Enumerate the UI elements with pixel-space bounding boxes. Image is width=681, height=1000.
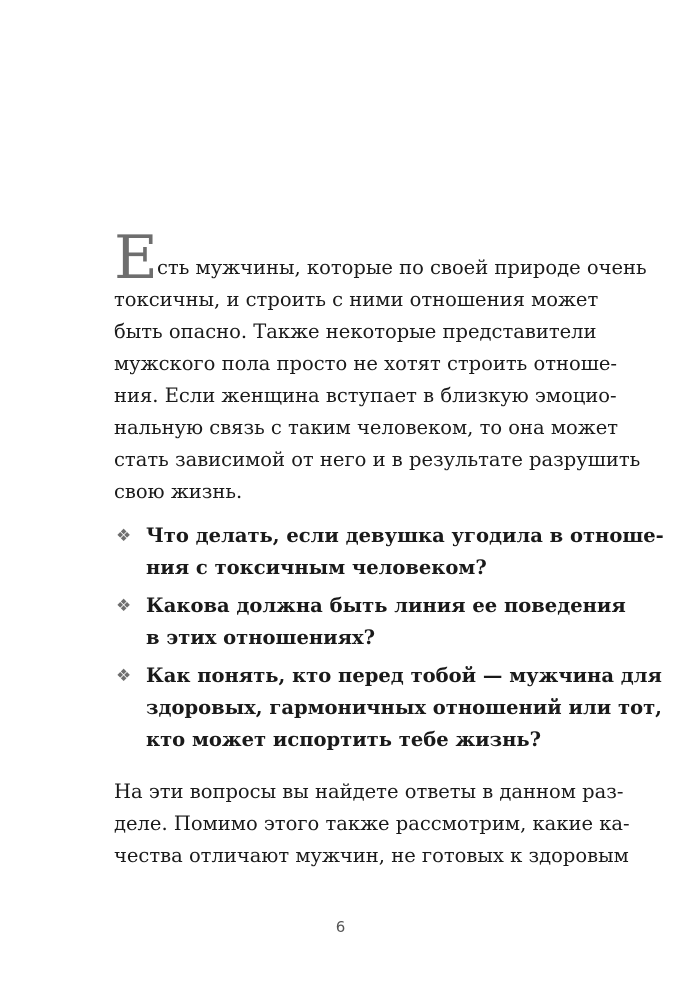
diamond-bullet-icon: ❖ [116, 526, 132, 546]
question-text: здоровых, гармоничных отношений или тот, [146, 696, 662, 719]
question-text: Что делать, если девушка угодила в отноше- [146, 524, 664, 547]
diamond-bullet-icon: ❖ [116, 596, 132, 616]
intro-line-4: мужского пола просто не хотят строить отноше- [114, 352, 618, 375]
intro-line-1: сть мужчины, которые по своей природе очень [157, 256, 647, 279]
intro-line-7: стать зависимой от него и в результате разрушить [114, 448, 641, 471]
intro-line-5: ния. Если женщина вступает в близкую эмоцио- [114, 384, 617, 407]
outro-line-2: деле. Помимо этого также рассмотрим, какие ка- [114, 812, 630, 835]
question-text: кто может испортить тебе жизнь? [146, 728, 541, 751]
question-text: ния с токсичным человеком? [146, 556, 487, 579]
intro-line-8: свою жизнь. [114, 480, 243, 503]
question-text: Какова должна быть линия ее поведения [146, 594, 626, 617]
intro-line-2: токсичны, и строить с ними отношения может [114, 288, 599, 311]
question-text: Как понять, кто перед тобой — мужчина для [146, 664, 662, 687]
question-text: в этих отношениях? [146, 626, 376, 649]
page-number: 6 [335, 918, 346, 936]
outro-line-3: чества отличают мужчин, не готовых к здоровым [114, 844, 629, 867]
intro-line-6: нальную связь с таким человеком, то она может [114, 416, 619, 439]
diamond-bullet-icon: ❖ [116, 666, 132, 686]
drop-cap: Е [114, 223, 158, 293]
intro-line-3: быть опасно. Также некоторые представители [114, 320, 597, 343]
outro-line-1: На эти вопросы вы найдете ответы в данном раз- [114, 780, 624, 803]
